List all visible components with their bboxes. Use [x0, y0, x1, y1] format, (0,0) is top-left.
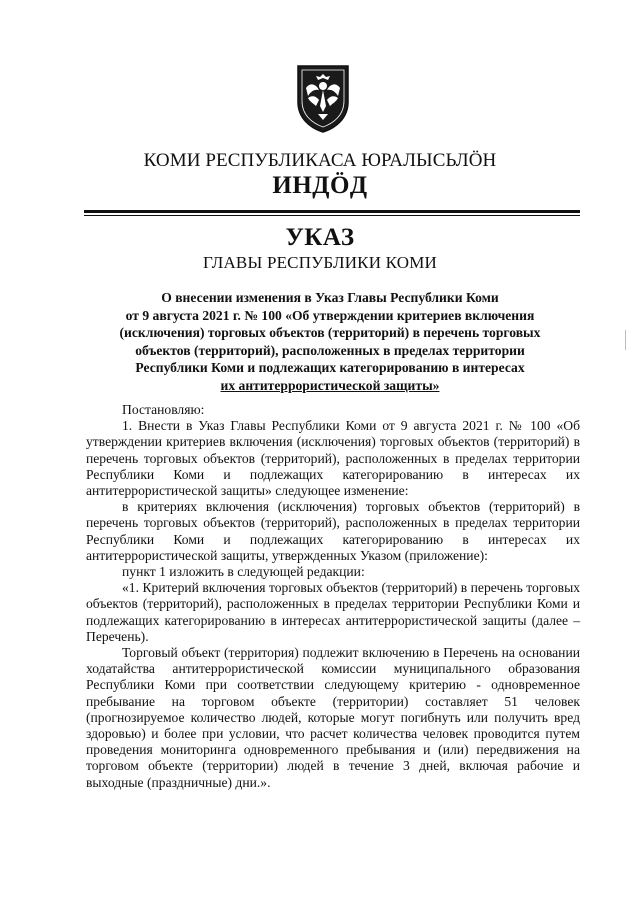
body-paragraph: «1. Критерий включения торговых объектов (территорий) в перечень торговых объектов (территорий), расположенных в пределах территории Республики Коми и подлежащих категорированию в интересах антитеррористической защиты (далее – Перечень). [86, 580, 580, 644]
document-body [86, 402, 580, 791]
body-paragraph: в критериях включения (исключения) торговых объектов (территорий) в перечень торговых объектов (территорий), расположенных в пределах территории Республики Коми и подлежащих категорированию в интересах их антитеррористической защиты, утвержденных Указом (приложение): [86, 499, 580, 563]
heading-line: О внесении изменения в Указ Главы Республики Коми [161, 290, 499, 305]
body-paragraph: Торговый объект (территория) подлежит включению в Перечень на основании ходатайства антитеррористической комиссии муниципального образования Республики Коми при соответствии следующему критерию - одновременное пребывание на торговом объекте (территории) составляет 51 человек (прогнозируемое количество людей, которые могут погибнуть или получить вред здоровью) и более при условии, что расчет количества человек проводится путем проведения мониторинга одновременного пребывания и (или) передвижения на торговом объекте (территории) людей в течение 3 дней, включая рабочие и выходные (праздничные) дни.». [86, 645, 580, 790]
heading-line: (исключения) торговых объектов (территорий) в перечень торговых [119, 325, 541, 341]
header-divider-thin [84, 215, 580, 216]
republic-name-komi: КОМИ РЕСПУБЛИКАСА ЮРАЛЫСЬЛӦН [143, 150, 497, 171]
heading-line: Республики Коми и подлежащих категорированию в интересах [135, 360, 525, 376]
document-subtitle: ГЛАВЫ РЕСПУБЛИКИ КОМИ [202, 253, 438, 272]
heading-line-underlined: их антитеррористической защиты» [220, 377, 440, 393]
body-paragraph: 1. Внести в Указ Главы Республики Коми от 9 августа 2021 г. № 100 «Об утверждении критериев включения (исключения) торговых объектов (территорий) в перечень торговых объектов (территорий), расположенных в пределах территории Республики Коми и подлежащих категорированию в интересах их антитеррористической защиты» следующее изменение: [86, 418, 580, 499]
coat-of-arms-komi-icon [294, 62, 352, 134]
document-title: УКАЗ [285, 224, 355, 251]
margin-mark [625, 330, 626, 350]
body-paragraph: пункт 1 изложить в следующей редакции: [122, 564, 365, 580]
decree-title-komi: ИНДӦД [272, 172, 368, 199]
heading-line: от 9 августа 2021 г. № 100 «Об утверждении критериев включения [125, 307, 535, 323]
header-divider-thick [84, 210, 580, 213]
document-heading [90, 289, 570, 395]
heading-line: объектов (территорий), расположенных в пределах территории [135, 342, 525, 358]
body-paragraph: Постановляю: [122, 402, 205, 417]
